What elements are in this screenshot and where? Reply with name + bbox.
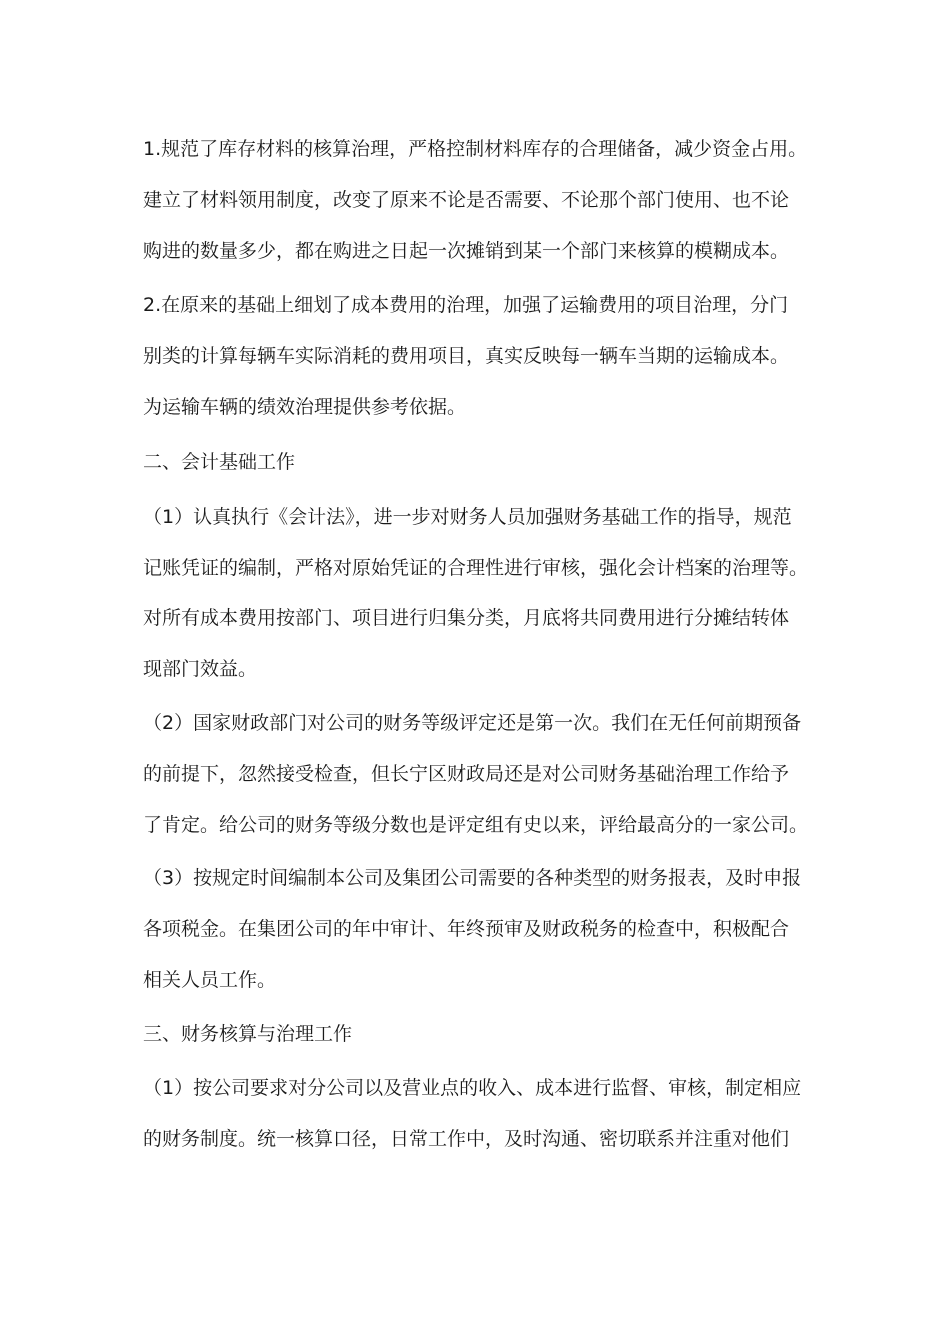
text-line: 1.规范了库存材料的核算治理，严格控制材料库存的合理储备，减少资金占用。 (143, 138, 808, 160)
text-line: 了肯定。给公司的财务等级分数也是评定组有史以来，评给最高分的一家公司。 (143, 814, 809, 836)
text-line: 的前提下，忽然接受检查，但长宁区财政局还是对公司财务基础治理工作给予 (143, 763, 790, 785)
text-line: （2）国家财政部门对公司的财务等级评定还是第一次。我们在无任何前期预备 (143, 712, 802, 734)
text-line: 的财务制度。统一核算口径，日常工作中，及时沟通、密切联系并注重对他们 (143, 1128, 790, 1150)
text-line: 别类的计算每辆车实际消耗的费用项目，真实反映每一辆车当期的运输成本。 (143, 345, 790, 367)
text-line: （3）按规定时间编制本公司及集团公司需要的各种类型的财务报表，及时申报 (143, 867, 802, 889)
text-line: 记账凭证的编制，严格对原始凭证的合理性进行审核，强化会计档案的治理等。 (143, 557, 809, 579)
text-line: 相关人员工作。 (143, 969, 277, 991)
section-heading: 二、会计基础工作 (143, 451, 296, 473)
text-line: 对所有成本费用按部门、项目进行归集分类，月底将共同费用进行分摊结转体 (143, 607, 790, 629)
text-line: 现部门效益。 (143, 658, 258, 680)
text-line: （1）认真执行《会计法》，进一步对财务人员加强财务基础工作的指导，规范 (143, 506, 792, 528)
text-line: 各项税金。在集团公司的年中审计、年终预审及财政税务的检查中，积极配合 (143, 918, 790, 940)
text-line: 2.在原来的基础上细划了成本费用的治理，加强了运输费用的项目治理，分门 (143, 294, 789, 316)
section-heading: 三、财务核算与治理工作 (143, 1023, 353, 1045)
text-line: 购进的数量多少，都在购进之日起一次摊销到某一个部门来核算的模糊成本。 (143, 240, 790, 262)
text-line: 为运输车辆的绩效治理提供参考依据。 (143, 396, 467, 418)
text-line: 建立了材料领用制度，改变了原来不论是否需要、不论那个部门使用、也不论 (143, 189, 790, 211)
text-line: （1）按公司要求对分公司以及营业点的收入、成本进行监督、审核，制定相应 (143, 1077, 802, 1099)
